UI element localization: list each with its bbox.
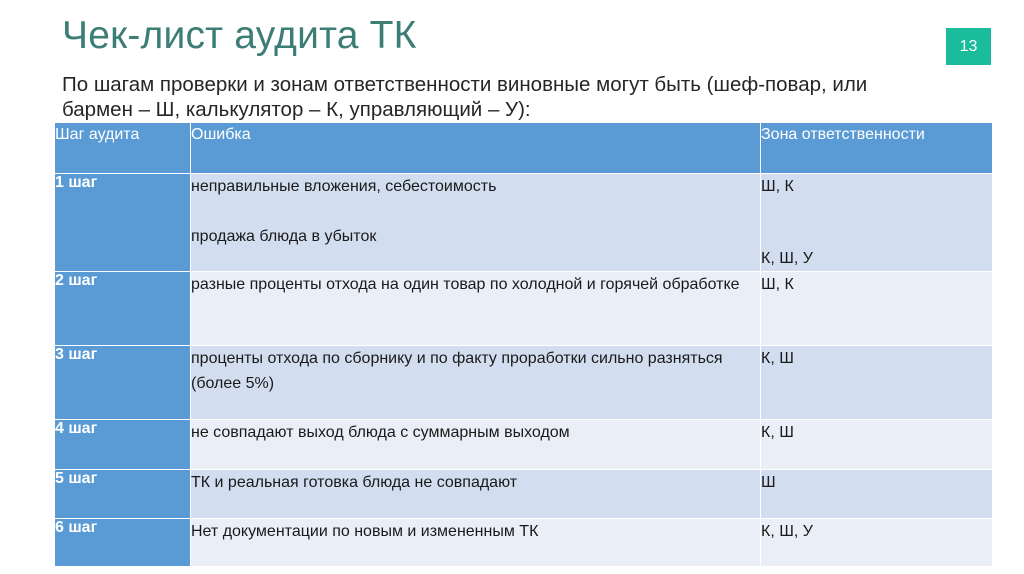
step-cell: 5 шаг bbox=[55, 470, 191, 519]
audit-table bbox=[54, 122, 993, 567]
table-row bbox=[55, 272, 993, 346]
zone-text: К, Ш, У bbox=[761, 250, 813, 267]
table-row bbox=[55, 519, 993, 567]
zone-cell: Ш, К bbox=[761, 272, 993, 346]
error-cell: Нет документации по новым и измененным ТК bbox=[191, 519, 761, 567]
zone-cell: Ш bbox=[761, 470, 993, 519]
zone-cell: К, Ш, У bbox=[761, 519, 993, 567]
error-cell: не совпадают выход блюда с суммарным выходом bbox=[191, 420, 761, 470]
step-cell: 4 шаг bbox=[55, 420, 191, 470]
zone-text: Ш, К bbox=[761, 178, 794, 195]
slide-title: Чек-лист аудита ТК bbox=[62, 14, 417, 57]
error-text: неправильные вложения, себестоимость bbox=[191, 178, 497, 195]
header-zone: Зона ответственности bbox=[761, 123, 993, 174]
error-cell: разные проценты отхода на один товар по холодной и горячей обработке bbox=[191, 272, 761, 346]
step-cell: 2 шаг bbox=[55, 272, 191, 346]
zone-cell: К, Ш bbox=[761, 420, 993, 470]
zone-cell bbox=[761, 174, 993, 272]
step-cell: 3 шаг bbox=[55, 346, 191, 420]
error-cell: ТК и реальная готовка блюда не совпадают bbox=[191, 470, 761, 519]
table-row bbox=[55, 174, 993, 272]
zone-cell: К, Ш bbox=[761, 346, 993, 420]
table-row bbox=[55, 346, 993, 420]
header-step: Шаг аудита bbox=[55, 123, 191, 174]
error-cell: проценты отхода по сборнику и по факту проработки сильно разняться (более 5%) bbox=[191, 346, 761, 420]
page-number-badge: 13 bbox=[946, 28, 991, 65]
table-row bbox=[55, 470, 993, 519]
error-text: продажа блюда в убыток bbox=[191, 228, 377, 245]
error-cell bbox=[191, 174, 761, 272]
step-cell: 1 шаг bbox=[55, 174, 191, 272]
table-row bbox=[55, 420, 993, 470]
step-cell: 6 шаг bbox=[55, 519, 191, 567]
table-header-row bbox=[55, 123, 993, 174]
slide-subtitle: По шагам проверки и зонам ответственности виновные могут быть (шеф-повар, или бармен – Ш, калькулятор – К, управляющий – У): bbox=[62, 73, 868, 121]
header-error: Ошибка bbox=[191, 123, 761, 174]
